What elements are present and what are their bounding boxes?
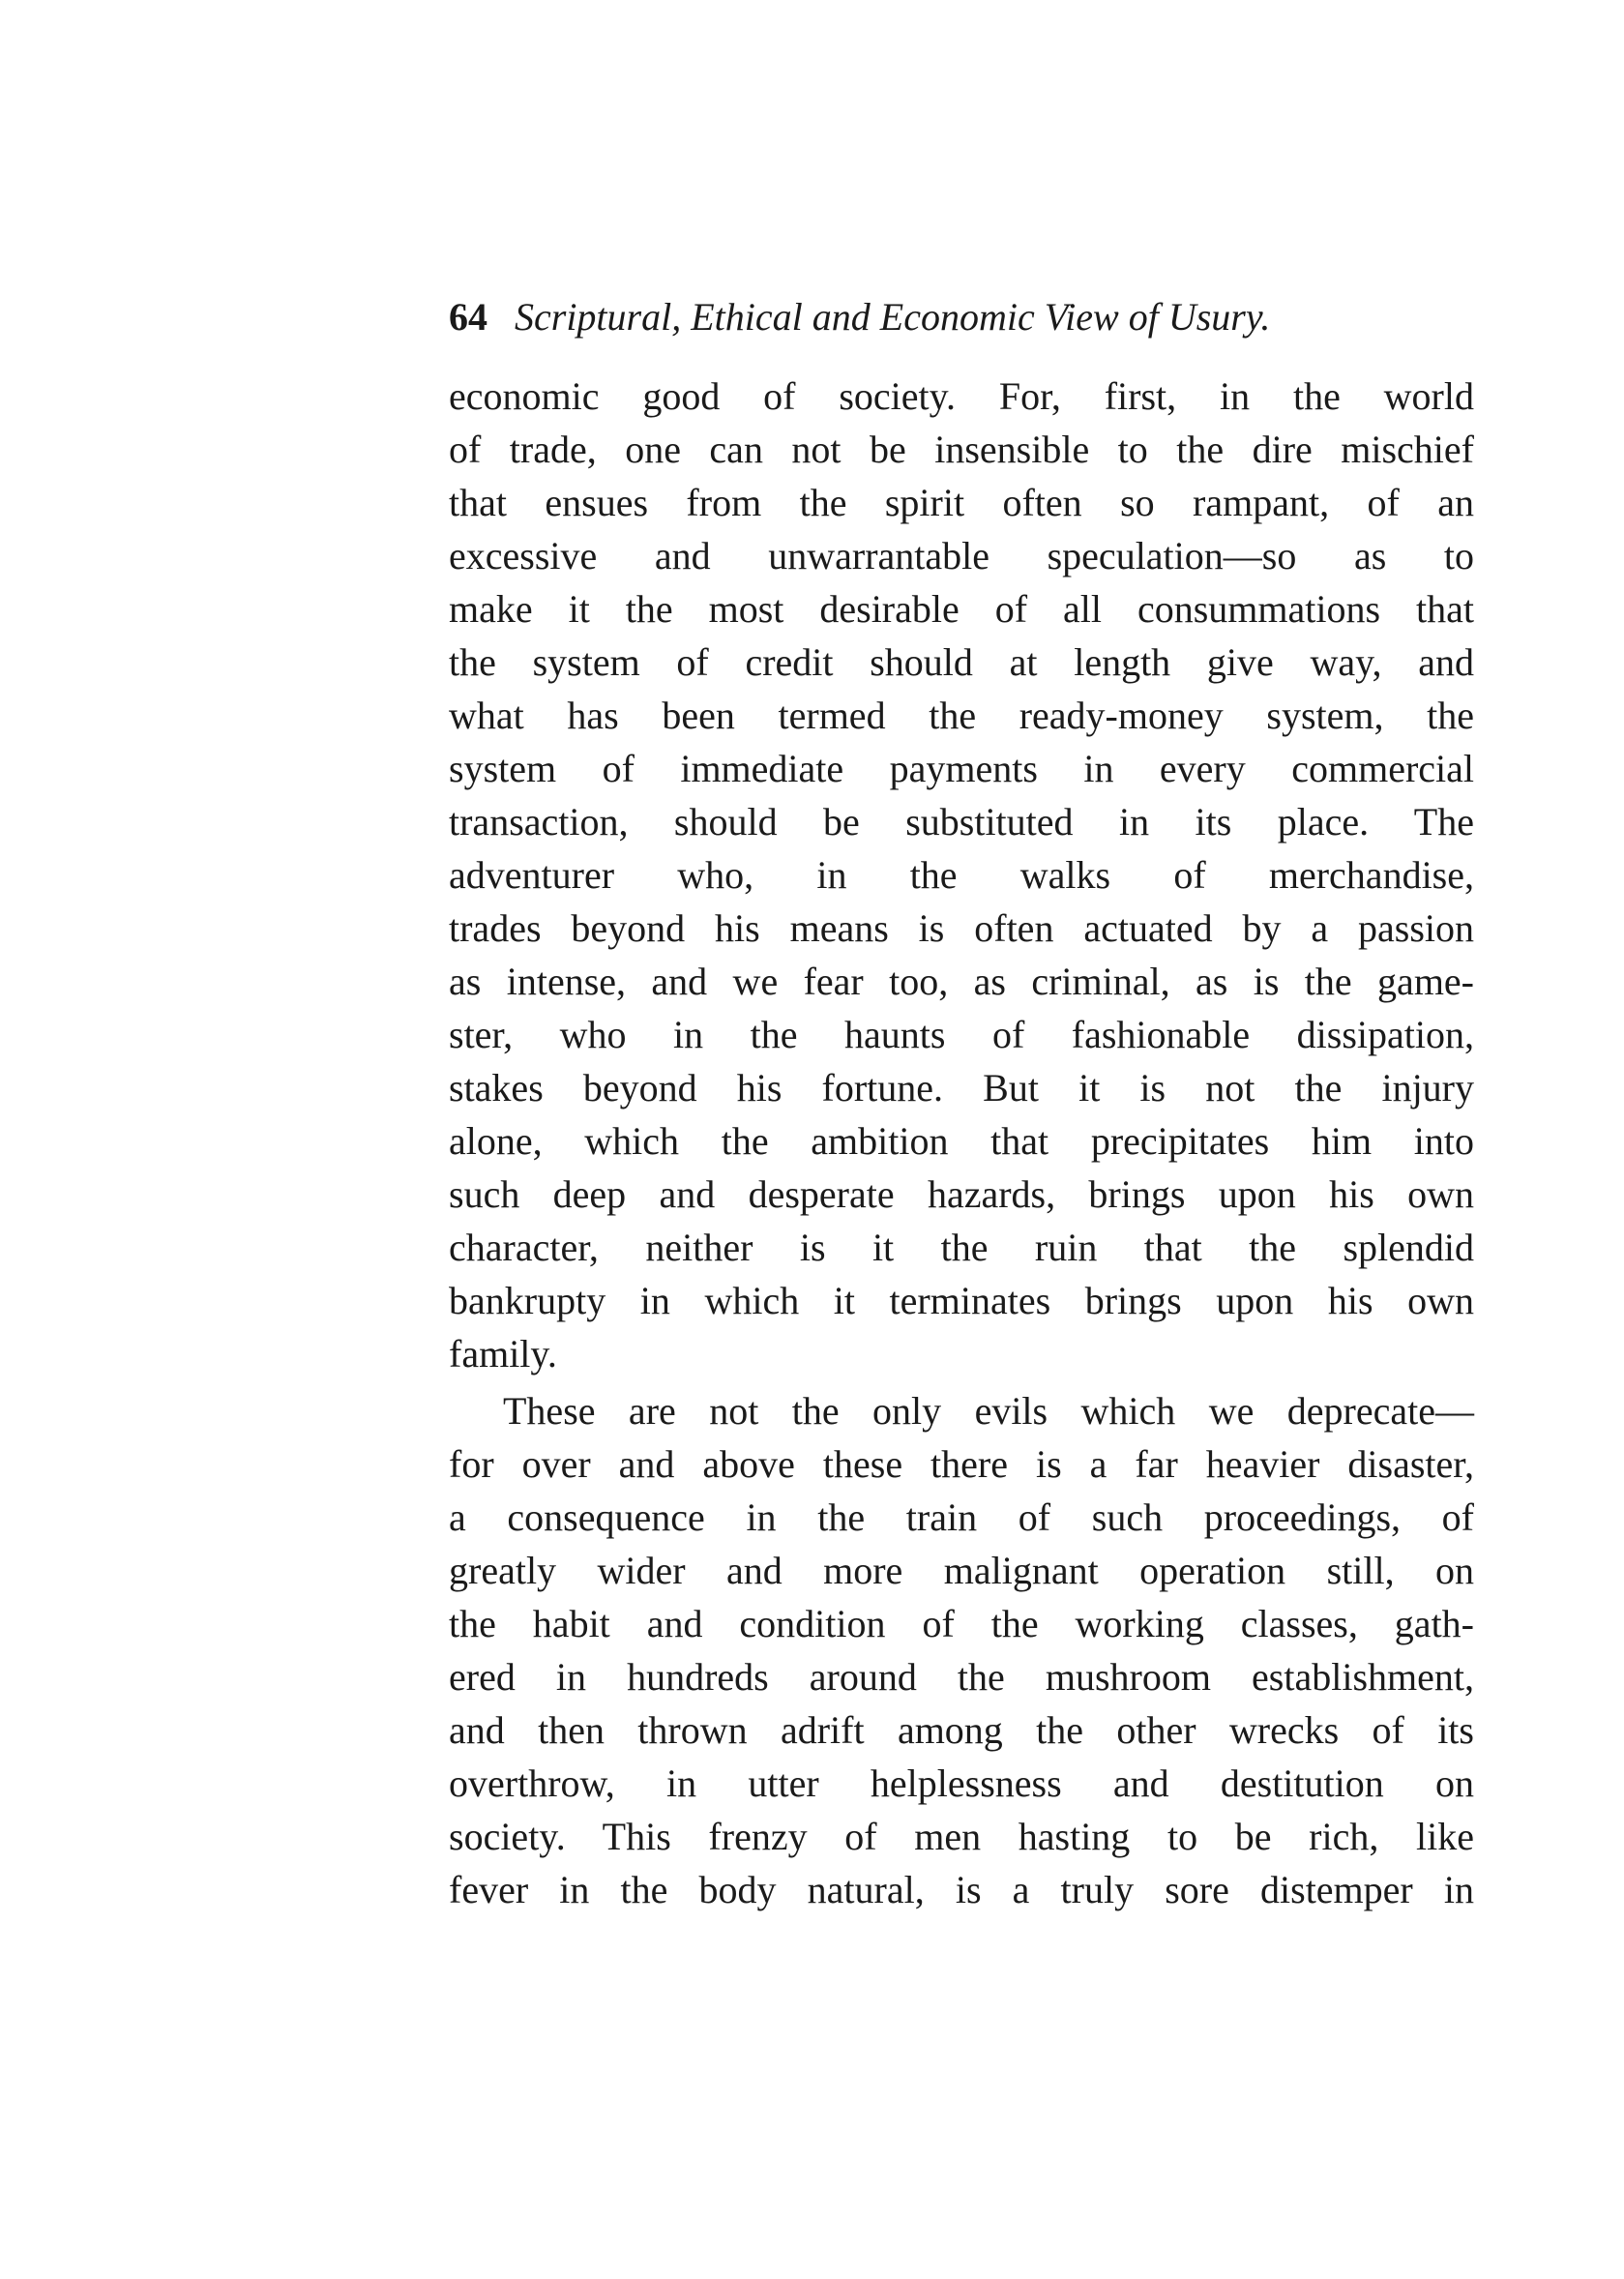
page-number: 64 — [449, 295, 487, 339]
text-line: adventurer who, in the walks of merchandise, — [449, 853, 1474, 897]
text-line: ered in hundreds around the mushroom establishment, — [449, 1655, 1474, 1699]
text-line: overthrow, in utter helplessness and destitution on — [449, 1761, 1474, 1805]
text-line: for over and above these there is a far heavier disaster, — [449, 1442, 1474, 1486]
text-line: such deep and desperate hazards, brings upon his own — [449, 1172, 1474, 1216]
text-line: and then thrown adrift among the other wrecks of its — [449, 1708, 1474, 1752]
text-line: These are not the only evils which we deprecate— — [503, 1389, 1474, 1433]
running-head — [449, 288, 1474, 346]
text-line: excessive and unwarrantable speculation—so as to — [449, 534, 1474, 577]
text-line: trades beyond his means is often actuated by a passion — [449, 906, 1474, 950]
paragraph-1 — [449, 370, 1474, 1380]
text-line: transaction, should be substituted in its place. The — [449, 800, 1474, 844]
text-line: of trade, one can not be insensible to the dire mischief — [449, 428, 1474, 471]
text-line: the habit and condition of the working classes, gath- — [449, 1602, 1474, 1645]
text-line: as intense, and we fear too, as criminal, as is the game- — [449, 960, 1474, 1003]
text-line: a consequence in the train of such proceedings, of — [449, 1495, 1474, 1539]
text-line: the system of credit should at length give way, and — [449, 640, 1474, 684]
text-line: fever in the body natural, is a truly sore distemper in — [449, 1868, 1474, 1911]
running-title: Scriptural, Ethical and Economic View of Usury. — [515, 295, 1271, 339]
text-line: what has been termed the ready-money system, the — [449, 694, 1474, 737]
text-line: system of immediate payments in every commercial — [449, 747, 1474, 790]
text-line: make it the most desirable of all consummations that — [449, 587, 1474, 631]
text-line: stakes beyond his fortune. But it is not the injury — [449, 1066, 1474, 1110]
text-line: economic good of society. For, first, in the world — [449, 374, 1474, 418]
paragraph-2 — [449, 1384, 1474, 1916]
text-line: society. This frenzy of men hasting to be rich, like — [449, 1815, 1474, 1858]
text-line: ster, who in the haunts of fashionable dissipation, — [449, 1013, 1474, 1056]
text-line: alone, which the ambition that precipitates him into — [449, 1119, 1474, 1163]
text-line: character, neither is it the ruin that the splendid — [449, 1226, 1474, 1269]
text-line: bankrupty in which it terminates brings upon his own — [449, 1279, 1474, 1322]
body-text — [449, 370, 1474, 1916]
text-line: family. — [449, 1332, 557, 1376]
text-line: that ensues from the spirit often so rampant, of an — [449, 481, 1474, 524]
text-line: greatly wider and more malignant operation still, on — [449, 1549, 1474, 1592]
